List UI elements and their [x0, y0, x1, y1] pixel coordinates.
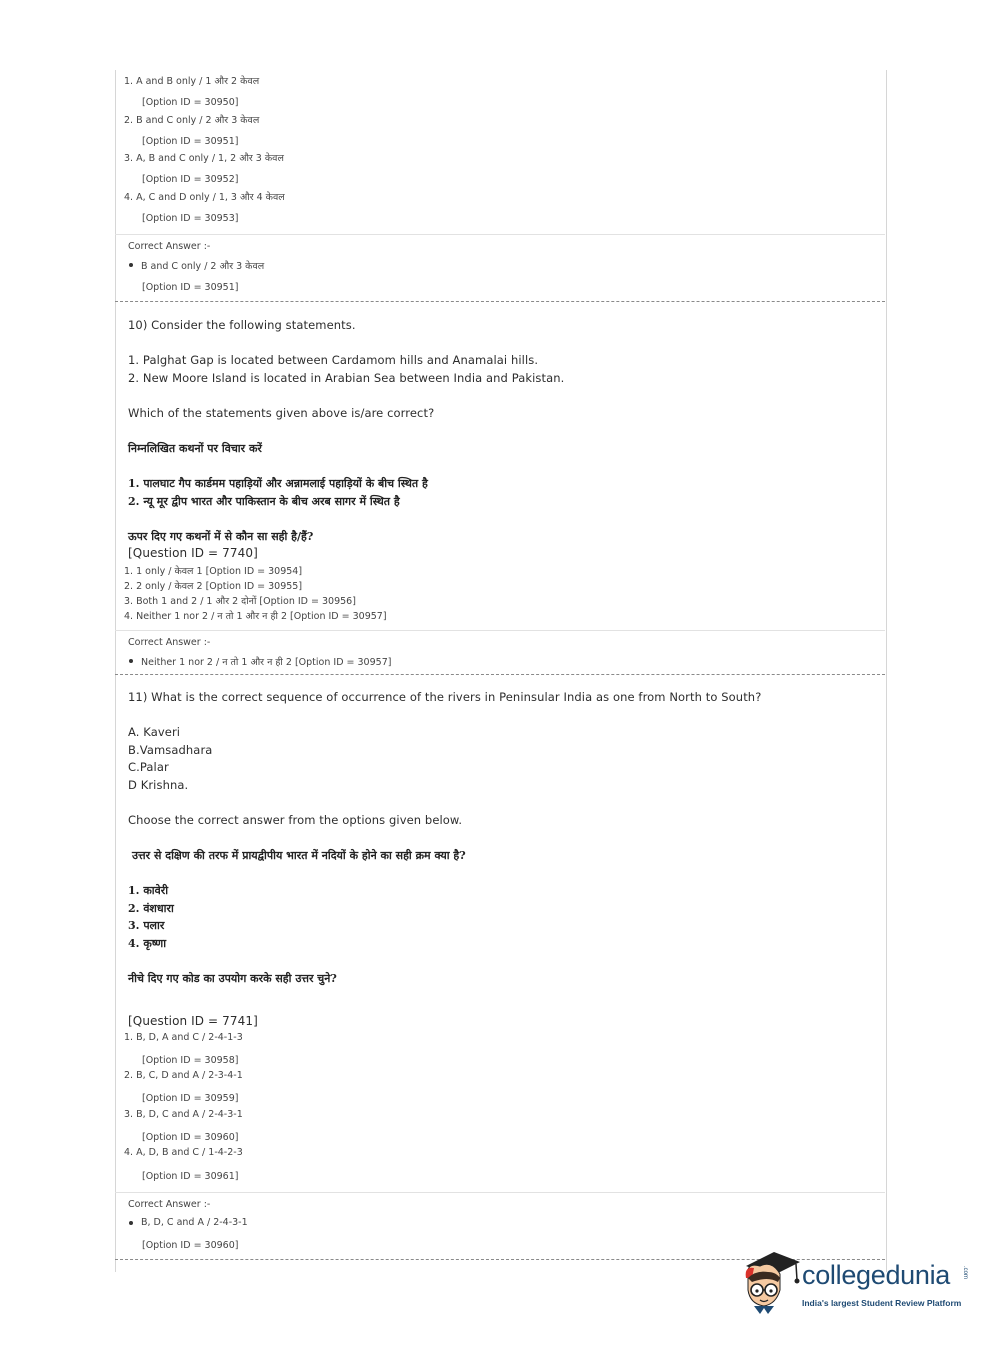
q11-option-1: 1. B, D, A and C / 2-4-1-3	[124, 1032, 243, 1043]
q11-option-1-id: [Option ID = 30958]	[142, 1055, 239, 1066]
q10-option-3: 3. Both 1 and 2 / 1 और 2 दोनों [Option ID = 30956]	[124, 596, 356, 607]
brand-name: collegedunia	[802, 1260, 951, 1290]
divider	[115, 630, 885, 631]
q10-hindi-ask: ऊपर दिए गए कथनों में से कौन सा सही है/हैं?	[128, 530, 314, 543]
q11-option-2: 2. B, C, D and A / 2-3-4-1	[124, 1070, 243, 1081]
q11-ask: Choose the correct answer from the options given below.	[128, 813, 463, 827]
q11-title: 11) What is the correct sequence of occurrence of the rivers in Peninsular India as one from North to South?	[128, 690, 762, 704]
q9-option-1: 1. A and B only / 1 और 2 केवल	[124, 76, 260, 87]
q11-hindi-title: उत्तर से दक्षिण की तरफ में प्रायद्वीपीय भारत में नदियों के होने का सही क्रम क्या है?	[132, 849, 466, 862]
q11-correct-id: [Option ID = 30960]	[142, 1240, 239, 1251]
q11-hindi-ask: नीचे दिए गए कोड का उपयोग करके सही उत्तर चुने?	[128, 972, 337, 985]
brand-domain: .com	[962, 1266, 968, 1280]
divider	[115, 1192, 885, 1193]
q10-statement-1: 1. Palghat Gap is located between Cardamom hills and Anamalai hills.	[128, 353, 539, 367]
q9-correct-id: [Option ID = 30951]	[142, 282, 239, 293]
q11-hindi-item-2: 2. वंशधारा	[128, 902, 174, 915]
q11-hindi-item-1: 1. कावेरी	[128, 884, 169, 897]
q10-option-2: 2. 2 only / केवल 2 [Option ID = 30955]	[124, 581, 303, 592]
q11-item-d: D Krishna.	[128, 778, 189, 792]
q9-correct-label: Correct Answer :-	[128, 241, 211, 252]
q10-statement-2: 2. New Moore Island is located in Arabian Sea between India and Pakistan.	[128, 371, 565, 385]
q9-option-4: 4. A, C and D only / 1, 3 और 4 केवल	[124, 192, 285, 203]
q10-option-1: 1. 1 only / केवल 1 [Option ID = 30954]	[124, 566, 303, 577]
q10-hindi-intro: निम्नलिखित कथनों पर विचार करें	[128, 442, 262, 455]
mascot-icon	[740, 1248, 802, 1318]
bullet-icon	[129, 263, 133, 267]
q11-option-3-id: [Option ID = 30960]	[142, 1132, 239, 1143]
q11-hindi-item-4: 4. कृष्णा	[128, 937, 167, 950]
q11-item-b: B.Vamsadhara	[128, 743, 213, 757]
divider	[115, 234, 885, 235]
q10-option-4: 4. Neither 1 nor 2 / न तो 1 और न ही 2 [Option ID = 30957]	[124, 611, 387, 622]
question-separator	[115, 674, 885, 675]
q11-hindi-item-3: 3. पलार	[128, 919, 165, 932]
q10-ask: Which of the statements given above is/are correct?	[128, 406, 435, 420]
collegedunia-logo[interactable]	[740, 1248, 975, 1318]
q11-option-4-id: [Option ID = 30961]	[142, 1171, 239, 1182]
q10-hindi-statement-2: 2. न्यू मूर द्वीप भारत और पाकिस्तान के बीच अरब सागर में स्थित है	[128, 495, 400, 508]
bullet-icon	[129, 1221, 133, 1225]
q9-option-4-id: [Option ID = 30953]	[142, 213, 239, 224]
q11-option-3: 3. B, D, C and A / 2-4-3-1	[124, 1109, 243, 1120]
q11-correct-answer: B, D, C and A / 2-4-3-1	[141, 1217, 248, 1228]
q9-option-1-id: [Option ID = 30950]	[142, 97, 239, 108]
q11-option-2-id: [Option ID = 30959]	[142, 1093, 239, 1104]
q10-correct-answer: Neither 1 nor 2 / न तो 1 और न ही 2 [Option ID = 30957]	[141, 657, 392, 668]
q10-correct-label: Correct Answer :-	[128, 637, 211, 648]
page-frame	[115, 70, 887, 1272]
q11-question-id: [Question ID = 7741]	[128, 1014, 258, 1028]
q11-item-a: A. Kaveri	[128, 725, 181, 739]
q11-correct-label: Correct Answer :-	[128, 1199, 211, 1210]
q9-option-2-id: [Option ID = 30951]	[142, 136, 239, 147]
q9-option-2: 2. B and C only / 2 और 3 केवल	[124, 115, 260, 126]
q11-option-4: 4. A, D, B and C / 1-4-2-3	[124, 1147, 243, 1158]
question-separator	[115, 301, 885, 302]
q11-item-c: C.Palar	[128, 760, 169, 774]
q10-question-id: [Question ID = 7740]	[128, 546, 258, 560]
q9-correct-answer: B and C only / 2 और 3 केवल	[141, 261, 265, 272]
q9-option-3: 3. A, B and C only / 1, 2 और 3 केवल	[124, 153, 284, 164]
q10-title: 10) Consider the following statements.	[128, 318, 356, 332]
brand-tagline: India's largest Student Review Platform	[802, 1298, 962, 1308]
bullet-icon	[129, 659, 133, 663]
q10-hindi-statement-1: 1. पालघाट गैप कार्डमम पहाड़ियों और अन्नामलाई पहाड़ियों के बीच स्थित है	[128, 477, 428, 490]
q9-option-3-id: [Option ID = 30952]	[142, 174, 239, 185]
